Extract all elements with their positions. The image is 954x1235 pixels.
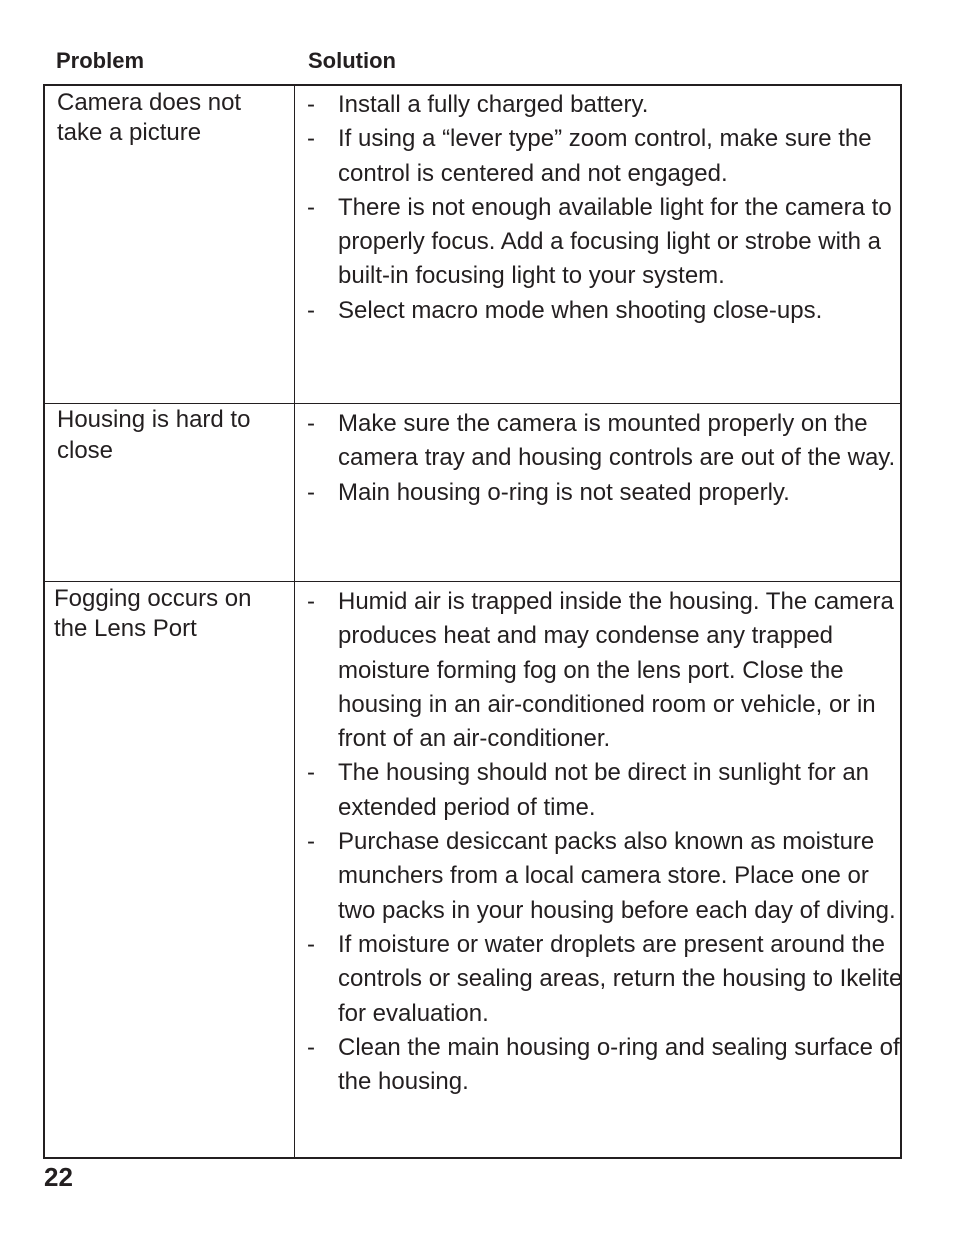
problem-cell-fogging: Fogging occurs on the Lens Port <box>54 585 252 642</box>
solution-item: - If using a “lever type” zoom control, make sure the control is centered and not engaged. <box>307 122 907 191</box>
bullet-dash: - <box>307 193 315 221</box>
bullet-dash: - <box>307 828 315 856</box>
problem-cell-camera: Camera does not take a picture <box>57 89 242 146</box>
solution-item: - Humid air is trapped inside the housing. The camera produces heat and may condense any trapped moisture forming fog on the lens port. Close the housing in an air-conditioned room or vehicle, or in front of an air-conditioner. <box>307 585 907 756</box>
page-number: 22 <box>44 1162 73 1192</box>
bullet-dash: - <box>307 588 315 615</box>
column-divider <box>294 86 295 1157</box>
solution-cell-camera <box>307 88 907 328</box>
solution-item: - If moisture or water droplets are present around the controls or sealing areas, return the housing to Ikelite for evaluation. <box>307 928 907 1031</box>
bullet-dash: - <box>307 125 315 153</box>
solution-cell-fogging <box>307 585 907 1099</box>
solution-item: - Main housing o-ring is not seated properly. <box>307 476 907 510</box>
troubleshooting-table <box>43 84 902 1159</box>
solution-cell-housing <box>307 407 907 510</box>
solution-item: - Clean the main housing o-ring and sealing surface of the housing. <box>307 1031 907 1100</box>
problem-column-header: Problem <box>56 48 145 73</box>
bullet-dash: - <box>307 296 315 324</box>
row-divider <box>45 581 900 582</box>
bullet-dash: - <box>307 478 315 506</box>
solution-item: - Select macro mode when shooting close-ups. <box>307 294 907 328</box>
solution-item: - There is not enough available light for the camera to properly focus. Add a focusing light or strobe with a built-in focusing light to your system. <box>307 191 907 294</box>
bullet-dash: - <box>307 759 315 787</box>
solution-column-header: Solution <box>308 48 396 73</box>
bullet-dash: - <box>307 1033 315 1061</box>
bullet-dash: - <box>307 930 315 958</box>
solution-item: - Make sure the camera is mounted properly on the camera tray and housing controls are out of the way. <box>307 407 907 476</box>
solution-item: - Purchase desiccant packs also known as moisture munchers from a local camera store. Place one or two packs in your housing before each day of diving. <box>307 825 907 928</box>
problem-cell-housing: Housing is hard to close <box>57 406 251 464</box>
bullet-dash: - <box>307 410 315 437</box>
bullet-dash: - <box>307 91 315 118</box>
solution-item: - Install a fully charged battery. <box>307 88 907 122</box>
solution-item: - The housing should not be direct in sunlight for an extended period of time. <box>307 756 907 825</box>
